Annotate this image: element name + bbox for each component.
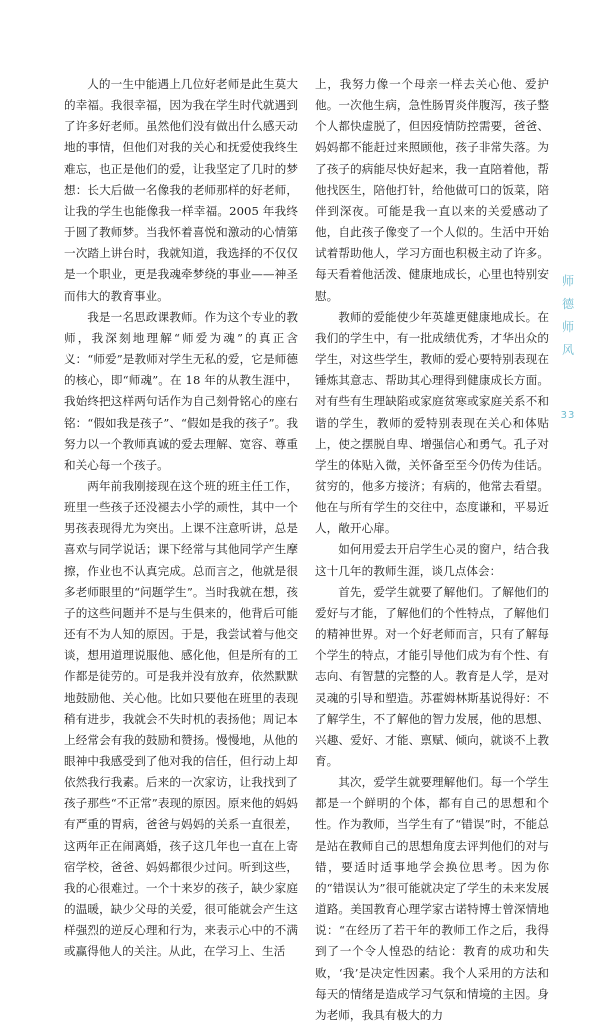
left-text-column xyxy=(64,74,298,963)
paragraph: 首先，爱学生就要了解他们。了解他们的爱好与才能，了解他们的个性特点，了解他们的精神世界。对一个好老师而言，只有了解每个学生的特点，才能引导他们成为有个性、有志向、有智慧的完整的人。教育是人学，是对灵魂的引导和塑造。苏霍姆林斯基说得好：不了解学生，不了解他的智力发展，他的思想、兴趣、爱好、才能、禀赋、倾向，就谈不上教育。 xyxy=(315,584,549,768)
paragraph-continued: 上，我努力像一个母亲一样去关心他、爱护他。一次他生病，急性肠胃炎伴腹泻，孩子整个人都快虚脱了，但因疫情防控需要，爸爸、妈妈都不能赶过来照顾他，孩子非常失落。为了孩子的病能尽快好起来，我一直陪着他，帮他找医生，陪他打针，给他做可口的饭菜，陪伴到深夜。可能是我一直以来的关爱感动了他，自此孩子像变了一个人似的。生活中开始试着帮助他人，学习方面也积极主动了许多。每天看着他活泼、健康地成长，心里也特别安慰。 xyxy=(315,77,549,303)
section-title-char: 德 xyxy=(561,297,574,311)
section-title-char: 师 xyxy=(561,320,574,334)
section-title-vertical xyxy=(558,270,578,362)
paragraph: 人的一生中能遇上几位好老师是此生莫大的幸福。我很幸福，因为我在学生时代就遇到了许多好老师。虽然他们没有做出什么感天动地的事情，但他们对我的关心和抚爱使我终生难忘，也正是他们的爱，让我坚定了几时的梦想：长大后做一名像我的老师那样的好老师，让我的学生也能像我一样幸福。2005 年我终于圆了教师梦。当我怀着喜悦和激动的心情第一次踏上讲台时，我就知道，我选择的不仅仅是一个职业，更是我魂牵梦绕的事业——神圣而伟大的教育事业。 xyxy=(64,77,298,303)
section-title-char: 风 xyxy=(561,343,574,357)
right-text-column xyxy=(315,74,549,1026)
paragraph: 我是一名思政课教师。作为这个专业的教师，我深刻地理解“师爱为魂”的真正含义：“师爱”是教师对学生无私的爱，它是师德的核心，即“师魂”。在 18 年的从教生涯中，我始终把这样两句话作为自己刻骨铭心的座右铭：“假如我是孩子”、“假如是我的孩子”。我努力以一个教师真诚的爱去理解、宽容、尊重和关心每一个孩子。 xyxy=(64,309,298,472)
paragraph: 其次，爱学生就要理解他们。每一个学生都是一个鲜明的个体，都有自己的思想和个性。作为教师，当学生有了“错误”时，不能总是站在教师自己的思想角度去评判他们的对与错，要适时适事地学会换位思考。因为你的“错误认为”很可能就决定了学生的未来发展道路。美国教育心理学家古诺特博士曾深情地说：“在经历了若干年的教师工作之后，我得到了一个令人惶恐的结论：教育的成功和失败，‘我’是决定性因素。我个人采用的方法和每天的情绪是造成学习气氛和情境的主因。身为老师，我具有极大的力 xyxy=(315,775,549,1022)
page-number: 33 xyxy=(560,410,576,421)
section-title-char: 师 xyxy=(561,274,574,288)
paragraph: 两年前我刚接现在这个班的班主任工作，班里一些孩子还没褪去小学的顽性，其中一个男孩表现得尤为突出。上课不注意听讲，总是喜欢与同学说话；课下经常与其他同学产生摩擦，作业也不认真完成。总而言之，他就是很多老师眼里的“问题学生”。当时我就在想，孩子的这些问题并不是与生俱来的，他背后可能还有不为人知的原因。于是，我尝试着与他交谈，想用道理说服他、感化他，但是所有的工作都是徒劳的。可是我并没有放弃，依然默默地鼓励他、关心他。比如只要他在班里的表现稍有进步，我就会不失时机的表扬他；周记本上经常会有我的鼓励和赞扬。慢慢地，从他的眼神中我感受到了他对我的信任，但行动上却依然我行我素。后来的一次家访，让我找到了孩子那些“不正常”表现的原因。原来他的妈妈有严重的胃病，爸爸与妈妈的关系一直很差，这两年正在闹离婚，孩子这几年也一直在上寄宿学校，爸爸、妈妈都很少过问。听到这些，我的心很难过。一个十来岁的孩子，缺少家庭的温暖，缺少父母的关爱，很可能就会产生这样强烈的逆反心理和行为，来表示心中的不满或赢得他人的关注。从此，在学习上、生活 xyxy=(64,478,298,959)
paragraph: 教师的爱能使少年英雄更健康地成长。在我们的学生中，有一批成绩优秀，才华出众的学生，对这些学生，教师的爱心要特别表现在锤炼其意志、帮助其心理得到健康成长方面。对有些有生理缺陷或家庭贫寒或家庭关系不和谐的学生，教师的爱特别表现在关心和体贴上，使之摆脱自卑、增强信心和勇气。孔子对学生的体贴入微，关怀备至至今仍传为佳话。贫穷的，他多方接济；有病的，他常去看望。他在与所有学生的交往中，态度谦和，平易近人，敞开心扉。 xyxy=(315,309,549,536)
paragraph: 如何用爱去开启学生心灵的窗户，结合我这十几年的教师生涯，谈几点体会： xyxy=(315,542,549,578)
